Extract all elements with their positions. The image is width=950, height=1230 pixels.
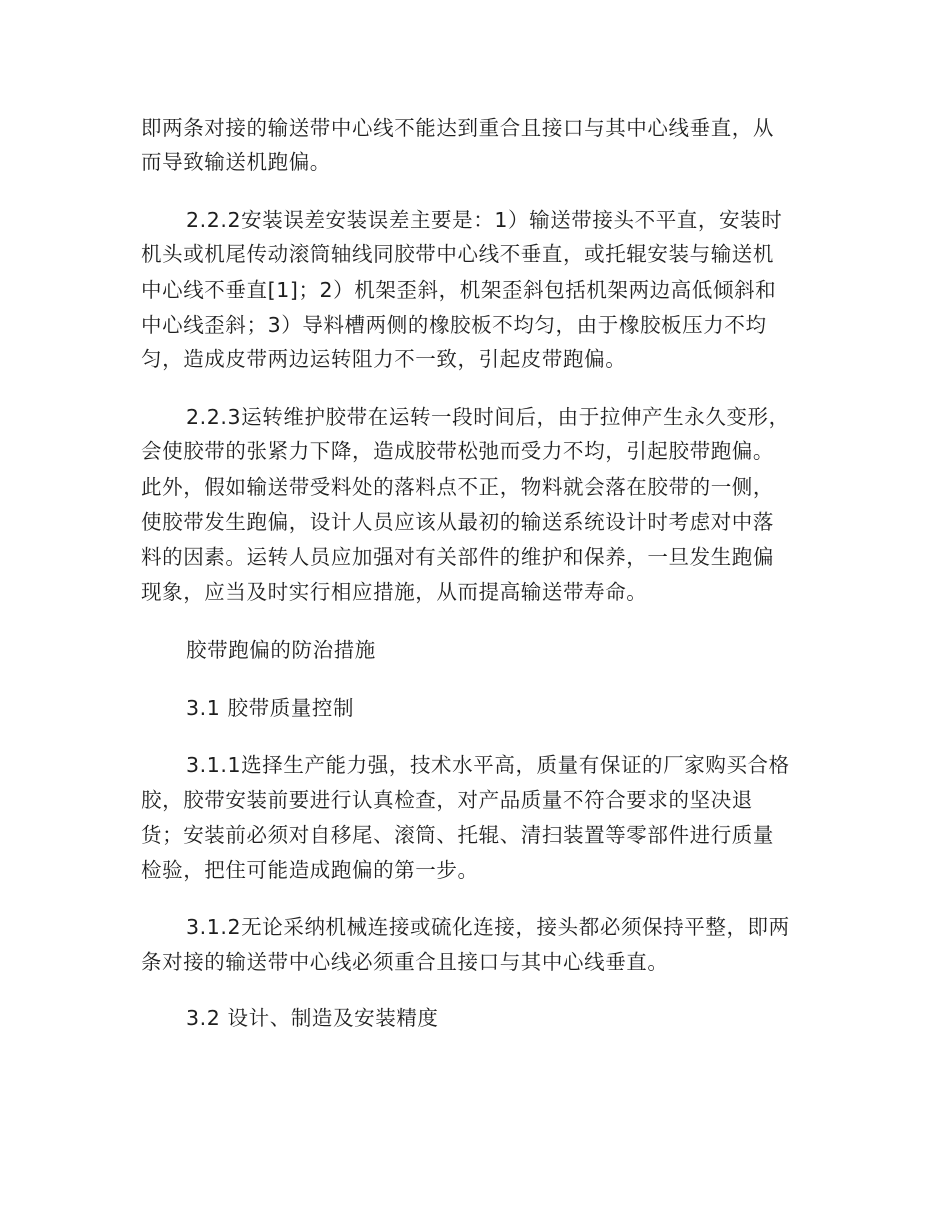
text-line: 条对接的输送带中心线必须重合且接口与其中心线垂直。 bbox=[141, 950, 669, 974]
subsection-heading: 3.1 胶带质量控制 bbox=[186, 696, 355, 720]
text-line: 即两条对接的输送带中心线不能达到重合且接口与其中心线垂直，从 bbox=[141, 116, 774, 140]
text-line: 3.1.2无论采纳机械连接或硫化连接，接头都必须保持平整，即两 bbox=[186, 915, 790, 939]
text-line: 此外，假如输送带受料处的落料点不正，物料就会落在胶带的一侧， bbox=[141, 475, 774, 499]
subsection-heading: 3.2 设计、制造及安装精度 bbox=[186, 1006, 439, 1030]
text-line: 中心线歪斜；3）导料槽两侧的橡胶板不均匀，由于橡胶板压力不均 bbox=[141, 313, 767, 337]
text-line: 使胶带发生跑偏，设计人员应该从最初的输送系统设计时考虑对中落 bbox=[141, 510, 774, 534]
text-line: 2.2.2安装误差安装误差主要是：1）输送带接头不平直，安装时 bbox=[186, 208, 783, 232]
section-heading: 胶带跑偏的防治措施 bbox=[186, 638, 376, 662]
text-line: 中心线不垂直[1]；2）机架歪斜，机架歪斜包括机架两边高低倾斜和 bbox=[141, 278, 777, 302]
text-line: 检验，把住可能造成跑偏的第一步。 bbox=[141, 858, 479, 882]
text-line: 匀，造成皮带两边运转阻力不一致，引起皮带跑偏。 bbox=[141, 347, 627, 371]
text-line: 而导致输送机跑偏。 bbox=[141, 150, 331, 174]
text-line: 会使胶带的张紧力下降，造成胶带松弛而受力不均，引起胶带跑偏。 bbox=[141, 439, 774, 463]
text-line: 2.2.3运转维护胶带在运转一段时间后，由于拉伸产生永久变形， bbox=[186, 405, 790, 429]
text-line: 货；安装前必须对自移尾、滚筒、托辊、清扫装置等零部件进行质量 bbox=[141, 823, 774, 847]
text-line: 机头或机尾传动滚筒轴线同胶带中心线不垂直，或托辊安装与输送机 bbox=[141, 242, 774, 266]
text-line: 胶，胶带安装前要进行认真检查，对产品质量不符合要求的坚决退 bbox=[141, 788, 753, 812]
text-line: 现象，应当及时实行相应措施，从而提高输送带寿命。 bbox=[141, 580, 648, 604]
text-line: 料的因素。运转人员应加强对有关部件的维护和保养，一旦发生跑偏 bbox=[141, 545, 774, 569]
text-line: 3.1.1选择生产能力强，技术水平高，质量有保证的厂家购买合格 bbox=[186, 753, 790, 777]
